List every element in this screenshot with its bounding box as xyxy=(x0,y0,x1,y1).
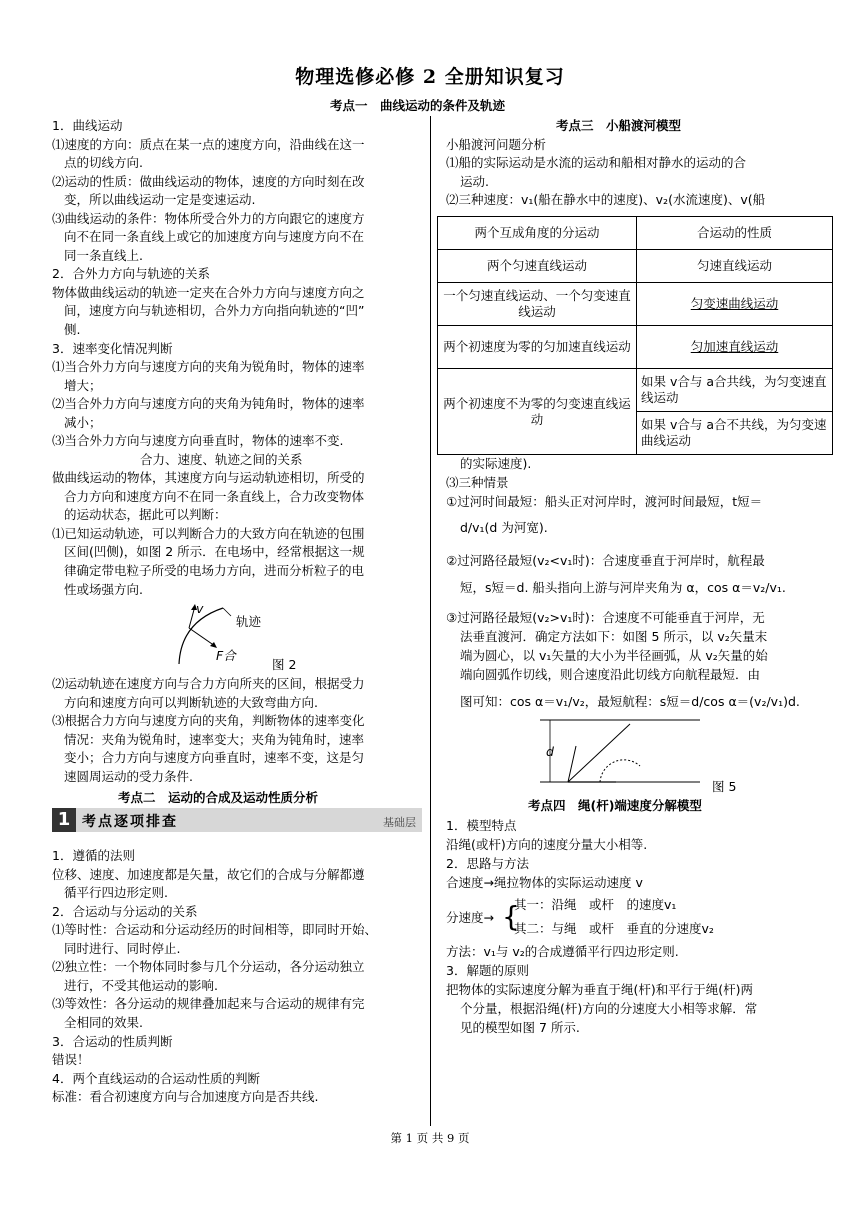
text-line: 减小； xyxy=(64,415,102,430)
table-cell: 一个匀速直线运动、一个匀变速直线运动 xyxy=(438,283,637,326)
text-line: ⑶等效性：各分运动的规律叠加起来与合运动的规律有完 xyxy=(52,996,365,1011)
split-line-a: 其一：沿绳 或杆 的速度v₁ xyxy=(514,897,677,912)
text-line: ⑵运动的性质：做曲线运动的物体，速度的方向时刻在改 xyxy=(52,174,365,189)
table-row xyxy=(438,369,833,412)
column-divider xyxy=(430,116,431,1126)
text-line: d/v₁(d 为河宽). xyxy=(460,520,548,535)
text-line: 做曲线运动的物体，其速度方向与运动轨迹相切，所受的 xyxy=(52,470,365,485)
fig2-track-label: 轨迹 xyxy=(236,614,262,629)
text-line: 2．合外力方向与轨迹的关系 xyxy=(52,266,210,281)
text-line: ⑶三种情景 xyxy=(446,475,509,490)
figure-5-diagram xyxy=(540,716,700,788)
figure-2-caption: 图 2 xyxy=(272,657,297,672)
text-line: 性或场强方向. xyxy=(64,582,143,597)
text-line: ⑶当合外力方向与速度方向垂直时，物体的速率不变. xyxy=(52,433,344,448)
text-line: 物体做曲线运动的轨迹一定夹在合外力方向与速度方向之 xyxy=(52,285,365,300)
banner-level: 基础层 xyxy=(383,816,416,829)
text-line: 标准：看合初速度方向与合加速度方向是否共线. xyxy=(52,1089,319,1104)
text-line: 变，所以曲线运动一定是变速运动. xyxy=(64,192,256,207)
text-line: ①过河时间最短：船头正对河岸时，渡河时间最短，t短＝ xyxy=(446,494,763,509)
text-line: 侧. xyxy=(64,322,81,337)
split-label: 分速度→ xyxy=(446,910,494,925)
text-line: 位移、速度、加速度都是矢量，故它们的合成与分解都遵 xyxy=(52,867,365,882)
text-line: 法垂直渡河．确定方法如下：如图 5 所示，以 v₂矢量末 xyxy=(460,629,768,644)
table-cell: 匀速直线运动 xyxy=(637,250,833,283)
text-line: 区间(凹侧)，如图 2 所示．在电场中，经常根据这一规 xyxy=(64,544,365,559)
text-line: 增大； xyxy=(64,378,102,393)
text-line: 点的切线方向. xyxy=(64,155,143,170)
text-line: 同时进行、同时停止. xyxy=(64,941,181,956)
text-line: 向不在同一条直线上或它的加速度方向与速度方向不在 xyxy=(64,229,365,244)
text-line: ⑵当合外力方向与速度方向的夹角为钝角时，物体的速率 xyxy=(52,396,365,411)
text-line: 速圆周运动的受力条件. xyxy=(64,769,193,784)
brace: { xyxy=(502,900,520,933)
text-line: 的实际速度). xyxy=(460,456,532,471)
text-line: 4．两个直线运动的合运动性质的判断 xyxy=(52,1071,260,1086)
table-row xyxy=(438,217,833,250)
text-line: 把物体的实际速度分解为垂直于绳(杆)和平行于绳(杆)两 xyxy=(446,982,754,997)
text-line: 1．遵循的法则 xyxy=(52,848,135,863)
text-line: ⑴当合外力方向与速度方向的夹角为锐角时，物体的速率 xyxy=(52,359,365,374)
table-cell: 匀变速曲线运动 xyxy=(637,283,833,326)
text-line: 端向圆弧作切线，则合速度沿此切线方向航程最短．由 xyxy=(460,667,761,682)
text-line: 合速度→绳拉物体的实际运动速度 v xyxy=(446,875,643,890)
text-line: 合力、速度、轨迹之间的关系 xyxy=(140,452,303,467)
table-cell: 匀加速直线运动 xyxy=(637,326,833,369)
fig5-d-label: d xyxy=(546,744,554,759)
text-line: 个分量，根据沿绳(杆)方向的分速度大小相等求解．常 xyxy=(460,1001,758,1016)
table-cell: 两个初速度为零的匀加速直线运动 xyxy=(438,326,637,369)
table-cell: 如果 v合与 a合不共线，为匀变速曲线运动 xyxy=(637,412,833,455)
table-row xyxy=(438,283,833,326)
text-line: ③过河路径最短(v₂>v₁时)：合速度不可能垂直于河岸，无 xyxy=(446,610,765,625)
split-line-b: 其二：与绳 或杆 垂直的分速度v₂ xyxy=(514,921,714,936)
section-2-heading: 考点二 运动的合成及运动性质分析 xyxy=(118,790,319,805)
page-footer: 第 1 页 共 9 页 xyxy=(390,1131,470,1145)
table-header-cell: 合运动的性质 xyxy=(637,217,833,250)
text-line: ⑵运动轨迹在速度方向与合力方向所夹的区间，根据受力 xyxy=(52,676,365,691)
force-arrow xyxy=(189,628,215,646)
table-row xyxy=(438,326,833,369)
banner-number: 1 xyxy=(52,808,76,832)
text-line: 2．合运动与分运动的关系 xyxy=(52,904,198,919)
figure-5-caption: 图 5 xyxy=(712,779,737,794)
text-line: 运动. xyxy=(460,174,489,189)
fig2-v-label: v xyxy=(196,601,204,616)
text-line: 错误！ xyxy=(52,1052,90,1067)
text-line: ⑴速度的方向：质点在某一点的速度方向，沿曲线在这一 xyxy=(52,137,365,152)
text-line: ⑴已知运动轨迹，可以判断合力的大致方向在轨迹的包围 xyxy=(52,526,365,541)
motion-composition-table xyxy=(437,216,833,455)
text-line: 合力方向和速度方向不在同一条直线上，合力改变物体 xyxy=(64,489,365,504)
text-line: ⑵独立性：一个物体同时参与几个分运动，各分运动独立 xyxy=(52,959,365,974)
fig2-force-label: F合 xyxy=(216,648,236,663)
text-line: ⑴等时性：合运动和分运动经历的时间相等，即同时开始、 xyxy=(52,922,378,937)
text-line: 短，s短＝d. 船头指向上游与河岸夹角为 α，cos α＝v₂/v₁. xyxy=(460,580,786,595)
section-3-heading: 考点三 小船渡河模型 xyxy=(556,118,682,133)
section-4-heading: 考点四 绳(杆)端速度分解模型 xyxy=(528,798,702,813)
text-line: ⑵三种速度：v₁(船在静水中的速度)、v₂(水流速度)、v(船 xyxy=(446,192,766,207)
text-line: ⑶曲线运动的条件：物体所受合外力的方向跟它的速度方 xyxy=(52,211,365,226)
text-line: 见的模型如图 7 所示. xyxy=(460,1020,580,1035)
text-line: 方法：v₁与 v₂的合成遵循平行四边形定则. xyxy=(446,944,679,959)
text-line: 间，速度方向与轨迹相切，合外力方向指向轨迹的“凹” xyxy=(64,303,365,318)
text-line: 同一条直线上. xyxy=(64,248,143,263)
table-cell: 如果 v合与 a合共线，为匀变速直线运动 xyxy=(637,369,833,412)
text-line: 沿绳(或杆)方向的速度分量大小相等. xyxy=(446,837,648,852)
text-line: ⑶根据合力方向与速度方向的夹角，判断物体的速率变化 xyxy=(52,713,365,728)
text-line: 循平行四边形定则. xyxy=(64,885,168,900)
table-cell: 两个初速度不为零的匀变速直线运动 xyxy=(438,369,637,455)
section-banner xyxy=(52,808,422,832)
banner-title: 考点逐项排查 xyxy=(82,814,178,830)
text-line: 3．速率变化情况判断 xyxy=(52,341,173,356)
table-header-cell: 两个互成角度的分运动 xyxy=(438,217,637,250)
text-line: 变小；合力方向与速度方向垂直时，速率不变，这是匀 xyxy=(64,750,365,765)
text-line: 方向和速度方向可以判断轨迹的大致弯曲方向. xyxy=(64,695,318,710)
text-line: 律确定带电粒子所受的电场力方向，进而分析粒子的电 xyxy=(64,563,365,578)
text-line: 1．模型特点 xyxy=(446,818,517,833)
text-line: 情况：夹角为锐角时，速率变大；夹角为钝角时，速率 xyxy=(64,732,365,747)
text-line: 进行，不受其他运动的影响. xyxy=(64,978,218,993)
page-title: 物理选修必修 2 全册知识复习 xyxy=(295,66,565,88)
text-line: 小船渡河问题分析 xyxy=(446,137,547,152)
section-1-heading: 考点一 曲线运动的条件及轨迹 xyxy=(330,98,506,113)
text-line: ②过河路径最短(v₂<v₁时)：合速度垂直于河岸时，航程最 xyxy=(446,553,765,568)
text-line: 3．解题的原则 xyxy=(446,963,529,978)
text-line: 2．思路与方法 xyxy=(446,856,529,871)
text-line: 图可知：cos α＝v₁/v₂，最短航程：s短＝d/cos α＝(v₂/v₁)d. xyxy=(460,694,800,709)
text-line: 端为圆心，以 v₁矢量的大小为半径画弧，从 v₂矢量的始 xyxy=(460,648,768,663)
text-line: 1．曲线运动 xyxy=(52,118,123,133)
text-line: ⑴船的实际运动是水流的运动和船相对静水的运动的合 xyxy=(446,155,747,170)
text-line: 全相同的效果. xyxy=(64,1015,143,1030)
table-row xyxy=(438,250,833,283)
text-line: 3．合运动的性质判断 xyxy=(52,1034,173,1049)
text-line: 的运动状态，据此可以判断： xyxy=(64,507,227,522)
table-cell: 两个匀速直线运动 xyxy=(438,250,637,283)
